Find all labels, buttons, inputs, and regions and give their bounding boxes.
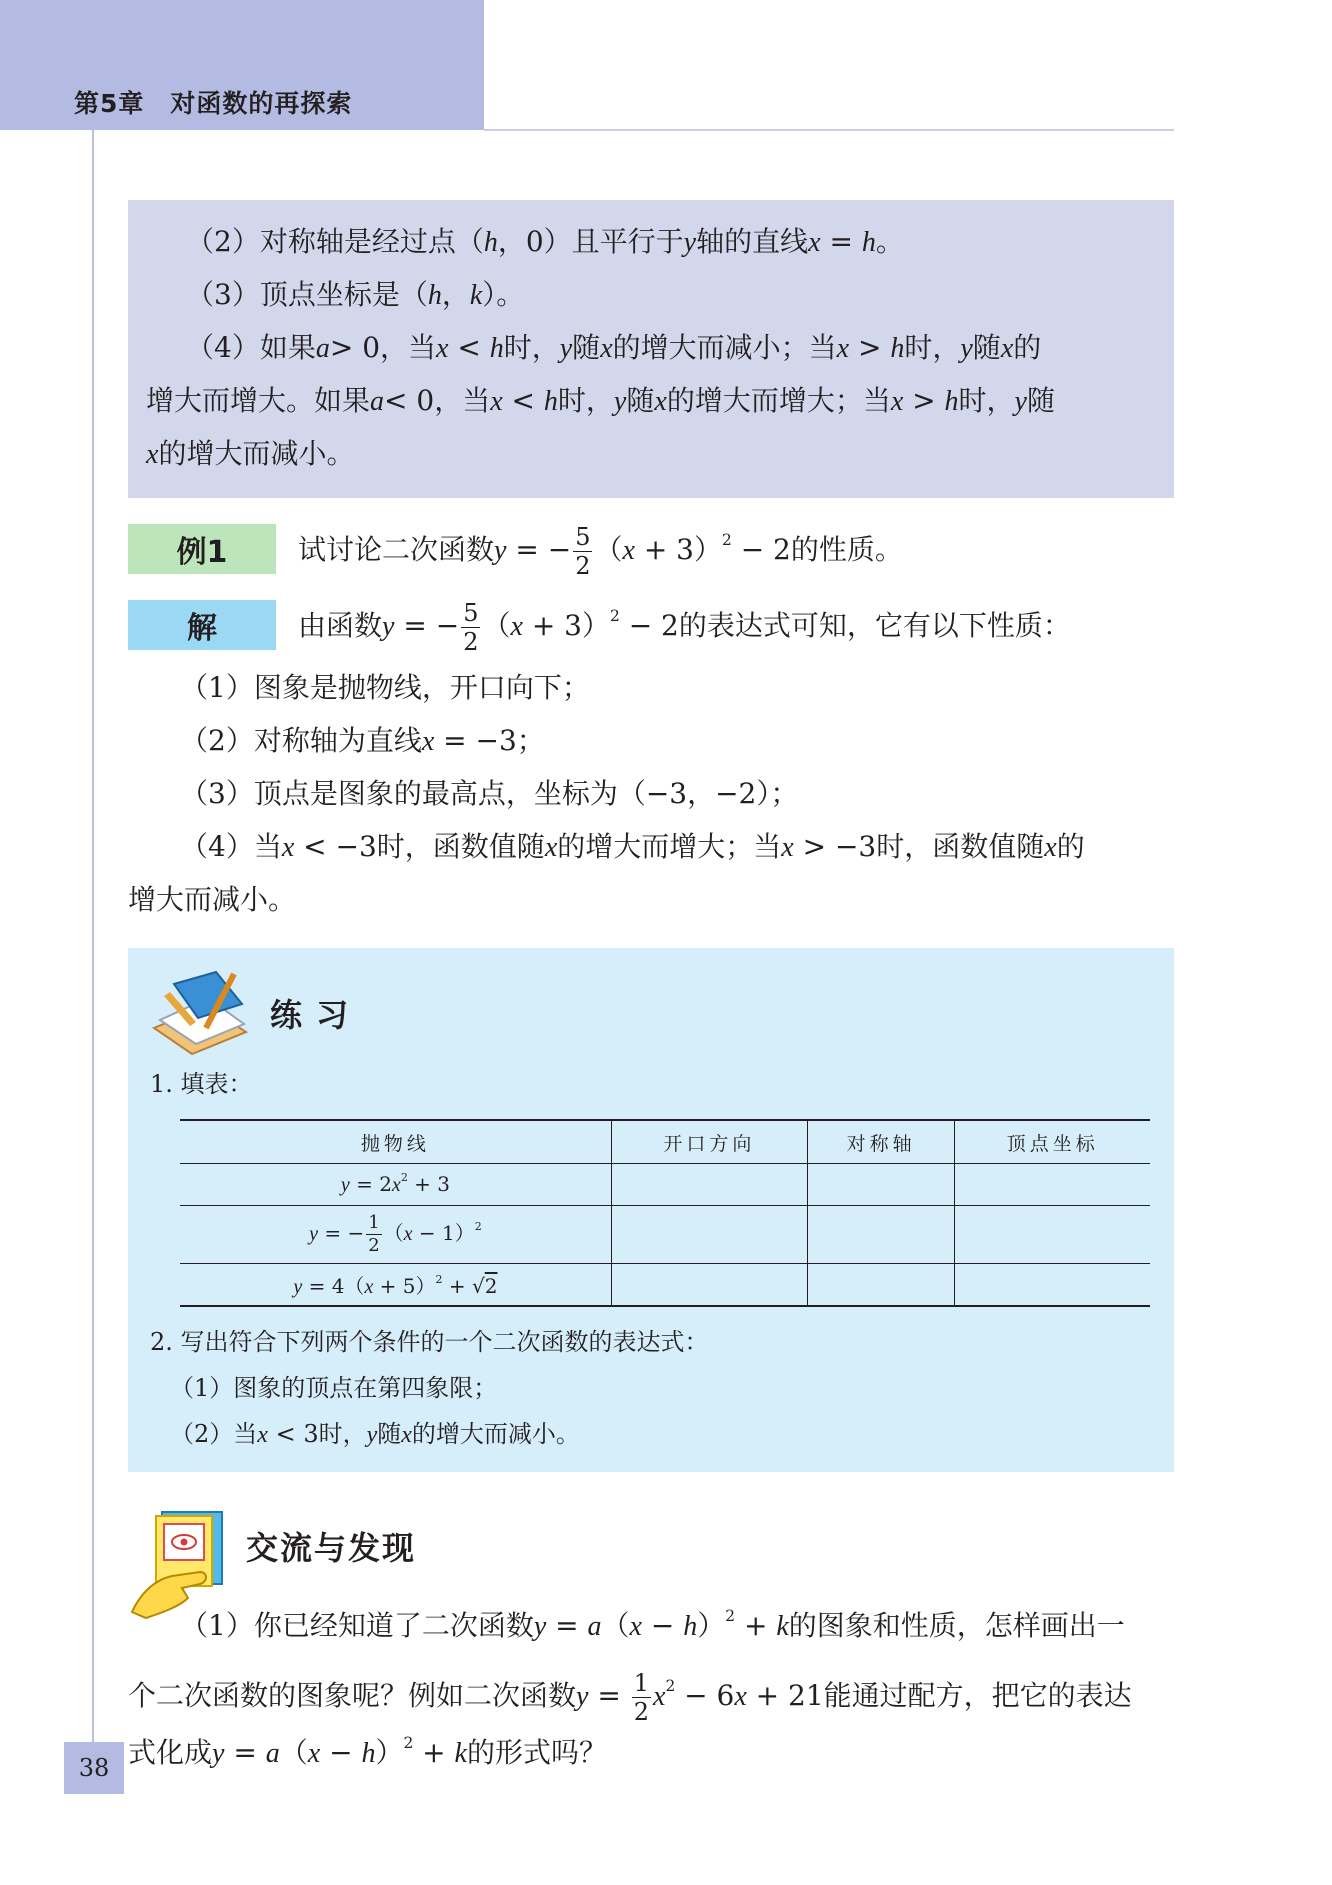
table-header-cell: 抛物线 <box>180 1120 611 1164</box>
empty-cell[interactable] <box>807 1264 955 1306</box>
page-number: 38 <box>64 1742 124 1794</box>
exercise-title: 练习 <box>270 996 363 1034</box>
solution-step-4-line-2: 增大而减小。 <box>128 883 297 916</box>
empty-cell[interactable] <box>807 1206 955 1264</box>
exercise-question-2: 2. 写出符合下列两个条件的一个二次函数的表达式： <box>150 1328 709 1356</box>
example-tag: 例1 <box>128 524 276 574</box>
left-margin-rule <box>92 130 94 1750</box>
discussion-line-3: 式化成$y = a(x - h)^2 + k$的形式吗？ <box>128 1734 607 1769</box>
header-rule <box>484 129 1174 131</box>
table-row <box>180 1164 1150 1206</box>
property-4-line-3: x的增大而减小。 <box>146 437 355 470</box>
solution-tag: 解 <box>128 600 276 650</box>
hand-book-eye-icon <box>128 1508 240 1620</box>
solution-step-2: （2）对称轴为直线x = −3； <box>180 724 545 757</box>
chapter-title: 第5章 对函数的再探索 <box>74 89 353 118</box>
property-4-line-1: （4）如果a> 0，当x < h时，y随x的增大而减小；当x > h时，y随x的 <box>186 331 1042 364</box>
solution-step-3: （3）顶点是图象的最高点，坐标为（−3，−2）； <box>180 777 799 810</box>
discussion-title: 交流与发现 <box>246 1529 417 1567</box>
empty-cell[interactable] <box>955 1164 1150 1206</box>
exercise-question-2-2: （2）当x < 3时，y随x的增大而减小。 <box>170 1420 580 1448</box>
discussion-line-2: 个二次函数的图象呢？例如二次函数y = $\frac{1}{2}$ $x^2 - 6x + 21$能通过配方，把它的表达 <box>128 1669 1132 1726</box>
exercise-question-2-1: （1）图象的顶点在第四象限； <box>170 1374 498 1402</box>
empty-cell[interactable] <box>807 1164 955 1206</box>
solution-step-4-line-1: （4）当x < −3时，函数值随x的增大而增大；当x > −3时，函数值随x的 <box>180 830 1085 863</box>
books-pencil-icon <box>146 966 256 1056</box>
table-header-cell: 顶点坐标 <box>955 1120 1150 1164</box>
table-header-cell: 对称轴 <box>807 1120 955 1164</box>
exercise-table <box>180 1119 1150 1307</box>
table-header-row <box>180 1120 1150 1164</box>
empty-cell[interactable] <box>611 1164 807 1206</box>
table-row <box>180 1206 1150 1264</box>
property-3: （3）顶点坐标是（h，k）。 <box>186 278 525 311</box>
property-2: （2）对称轴是经过点（h，0）且平行于y轴的直线x = h。 <box>186 225 904 258</box>
solution-step-1: （1）图象是抛物线，开口向下； <box>180 671 590 704</box>
discussion-line-1: （1）你已经知道了二次函数$y = a(x - h)^2 + k$的图象和性质，怎样画出一 <box>180 1607 1125 1642</box>
property-4-line-2: 增大而增大。如果a< 0，当x < h时，y随x的增大而增大；当x > h时，y随 <box>146 384 1055 417</box>
empty-cell[interactable] <box>955 1264 1150 1306</box>
parabola-cell: $y = 4(x + 5)^2 + √2$ <box>180 1264 611 1306</box>
table-header-cell: 开口方向 <box>611 1120 807 1164</box>
parabola-cell: y = − $\frac{1}{2}$ $(x - 1)^2$ <box>180 1206 611 1264</box>
example-text: 试讨论二次函数y = − $\frac{5}{2}$ $(x + 3)^2 - 2$的性质。 <box>298 523 903 580</box>
table-row <box>180 1264 1150 1306</box>
empty-cell[interactable] <box>611 1264 807 1306</box>
empty-cell[interactable] <box>611 1206 807 1264</box>
parabola-cell: $y = 2x^2 + 3$ <box>180 1164 611 1206</box>
solution-intro: 由函数y = − $\frac{5}{2}$ $(x + 3)^2 - 2$的表达式可知，它有以下性质： <box>298 599 1071 656</box>
empty-cell[interactable] <box>955 1206 1150 1264</box>
exercise-question-1: 1. 填表： <box>150 1070 253 1098</box>
